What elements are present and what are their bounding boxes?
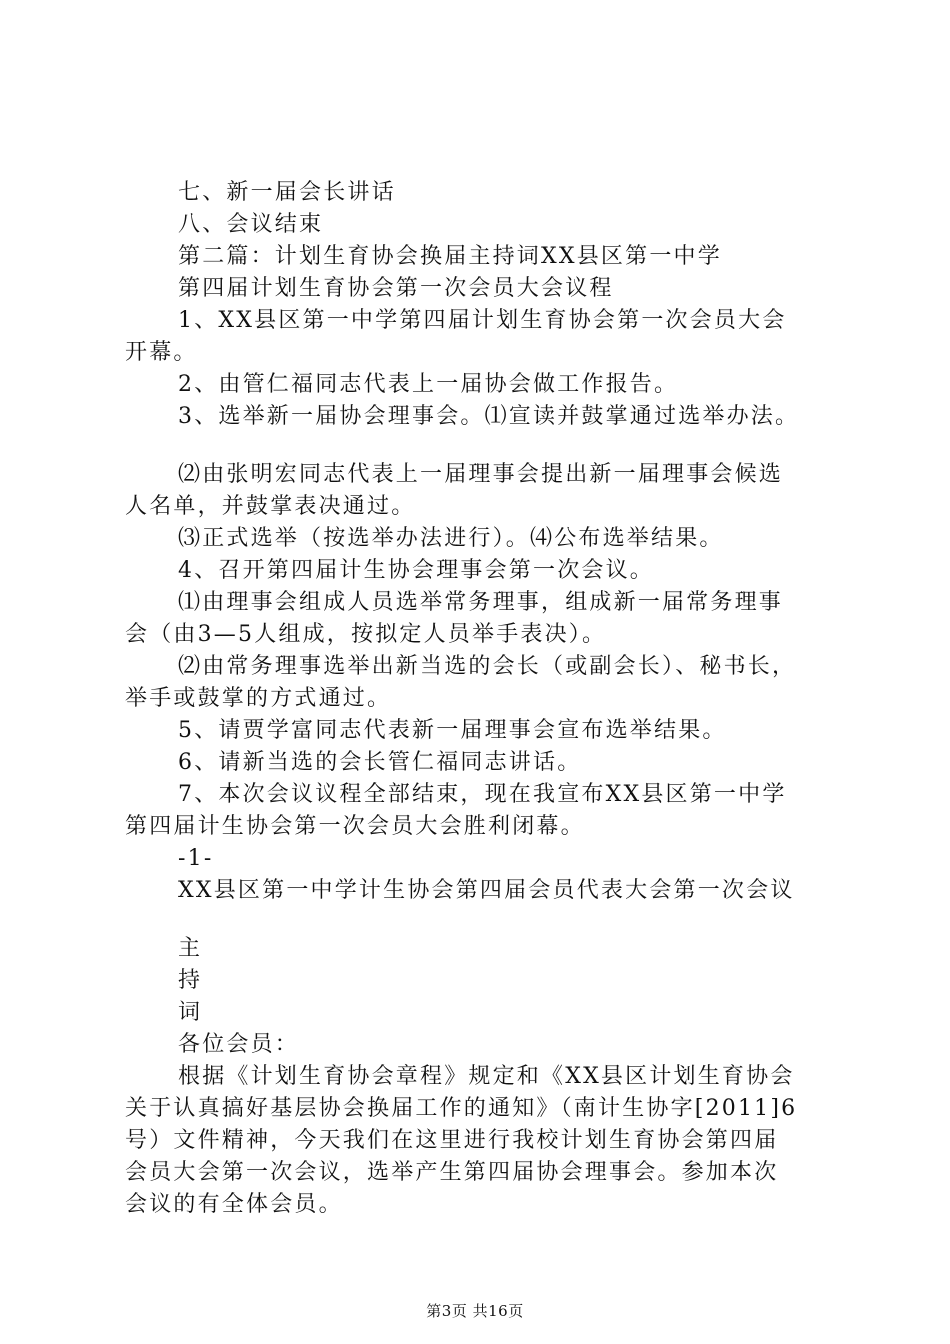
text-line: 人名单，并鼓掌表决通过。: [125, 494, 416, 519]
speech-title: XX县区第一中学计生协会第四届会员代表大会第一次会议: [178, 878, 795, 903]
text-line: 3、选举新一届协会理事会。⑴宣读并鼓掌通过选举办法。: [178, 404, 800, 429]
text-line: ⑵由张明宏同志代表上一届理事会提出新一届理事会候选: [178, 462, 784, 487]
text-line: ⑴由理事会组成人员选举常务理事，组成新一届常务理事: [178, 590, 784, 615]
text-line: 第二篇：计划生育协会换届主持词XX县区第一中学: [178, 244, 722, 269]
page-footer: 第3页 共16页: [426, 1302, 524, 1320]
text-line: 7、本次会议议程全部结束，现在我宣布XX县区第一中学: [178, 782, 787, 807]
text-line: 会（由3—5人组成，按拟定人员举手表决）。: [125, 622, 607, 647]
text-line: 根据《计划生育协会章程》规定和《XX县区计划生育协会: [178, 1064, 795, 1089]
text-line: ⑶正式选举（按选举办法进行）。⑷公布选举结果。: [178, 526, 724, 551]
text-line: 2、由管仁福同志代表上一届协会做工作报告。: [178, 372, 679, 397]
speech-title-char: 词: [178, 1000, 203, 1025]
speech-title-char: 主: [178, 936, 203, 961]
text-line: 关于认真搞好基层协会换届工作的通知》（南计生协字[2011]6: [125, 1096, 798, 1121]
text-line: 开幕。: [125, 340, 198, 365]
text-line: 1、XX县区第一中学第四届计划生育协会第一次会员大会: [178, 308, 787, 333]
text-line: 八、会议结束: [178, 212, 324, 237]
text-line: 七、新一届会长讲话: [178, 180, 396, 205]
text-line: 号）文件精神，今天我们在这里进行我校计划生育协会第四届: [125, 1128, 779, 1153]
speech-title-char: 持: [178, 968, 203, 993]
salutation: 各位会员：: [178, 1032, 300, 1057]
text-line: ⑵由常务理事选举出新当选的会长（或副会长）、秘书长，: [178, 654, 797, 679]
text-line: 5、请贾学富同志代表新一届理事会宣布选举结果。: [178, 718, 727, 743]
text-line: 会员大会第一次会议，选举产生第四届协会理事会。参加本次: [125, 1160, 779, 1185]
text-line: 举手或鼓掌的方式通过。: [125, 686, 392, 711]
text-line: 6、请新当选的会长管仁福同志讲话。: [178, 750, 582, 775]
text-line: 会议的有全体会员。: [125, 1192, 343, 1217]
text-line: 第四届计划生育协会第一次会员大会议程: [178, 276, 614, 301]
page-marker: -1-: [178, 846, 214, 871]
text-line: 第四届计生协会第一次会员大会胜利闭幕。: [125, 814, 585, 839]
text-line: 4、召开第四届计生协会理事会第一次会议。: [178, 558, 654, 583]
